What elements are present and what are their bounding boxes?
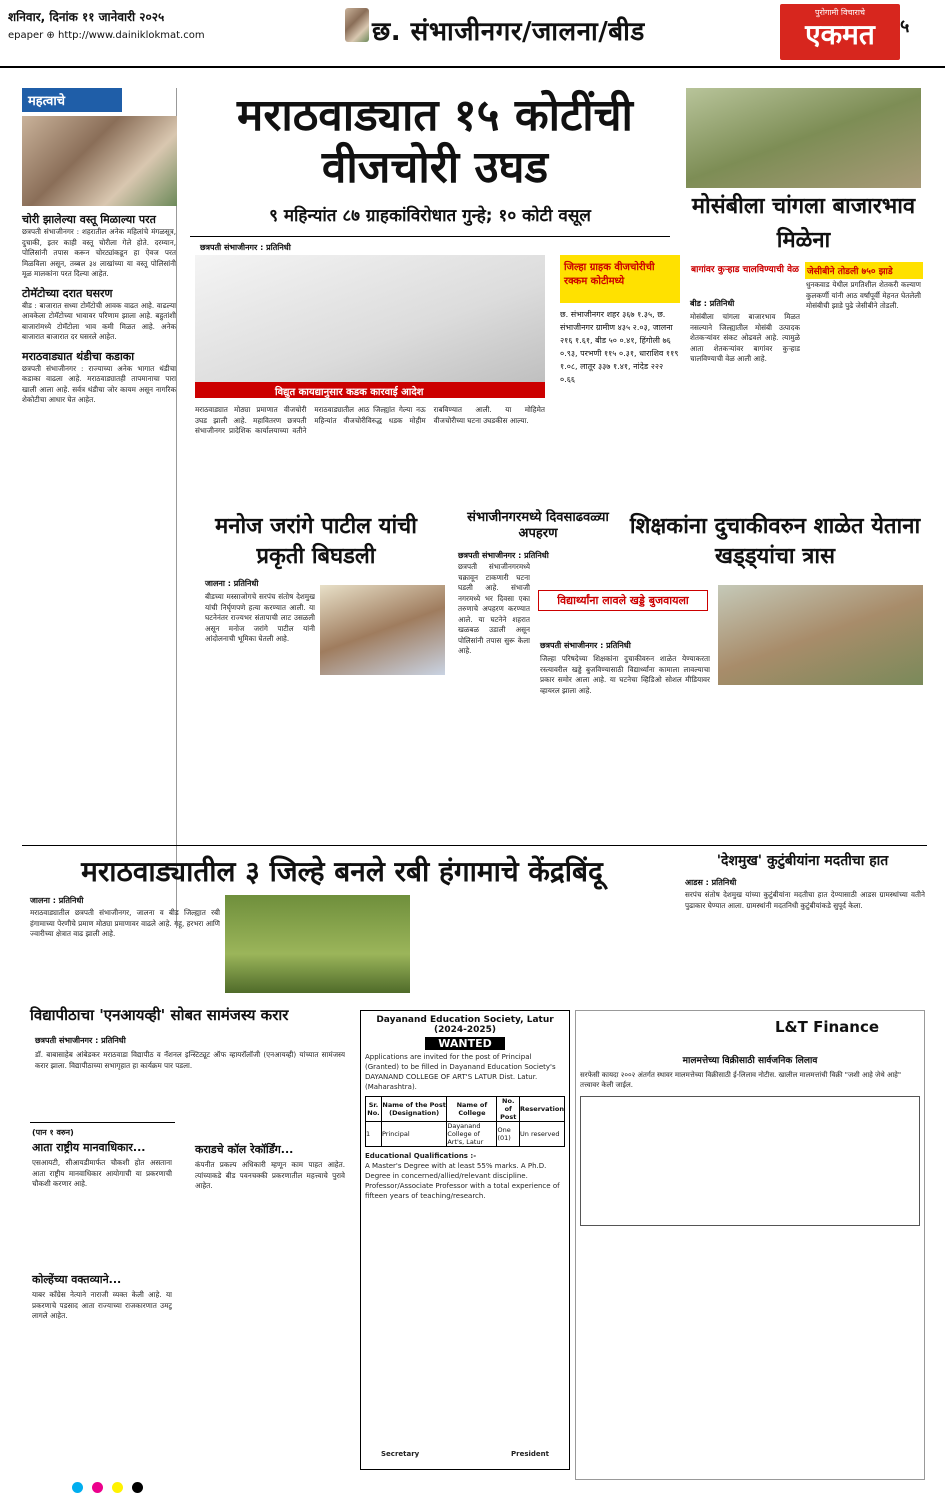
lt-finance-advertisement (575, 1010, 925, 1480)
ad-table-cell: One (01) (497, 1122, 520, 1147)
lt-finance-logo: L&T Finance (775, 1018, 880, 1036)
ad-quals-title: Educational Qualifications :- (365, 1152, 477, 1160)
dayanand-advertisement (360, 1010, 570, 1470)
lead-subhead: ९ महिन्यांत ८७ ग्राहकांविरोधात गुन्हे; १० कोटी वसूल (269, 206, 591, 226)
stats-rows: छ. संभाजीनगर शहर ३६७ १.३५, छ. संभाजीनगर ग्रामीण ४३५ २.०३, जालना २१६ १.६१, बीड ५० ०.४१, हिंगोली ७६ ०.९३, परभणी ११५ ०.३१, धाराशिव ११९ १.०८, लातूर ३३७ १.४१, नांदेड २२२ ०.६६ (560, 310, 679, 384)
brief-body: छत्रपती संभाजीनगर : राज्याच्या अनेक भागात थंडीचा कडाका वाढला आहे. मराठवाड्यातही तापमानाचा पारा खाली आला आहे. सर्वत्र थंडीचा जोर कायम असून नागरिक शेकोटीचा आधार घेत आहेत. (22, 363, 176, 404)
wheat-photo (225, 895, 410, 993)
school-subhead: विद्यार्थ्यांना लावले खड्डे बुजवायला (538, 590, 708, 611)
lead-headline: मराठवाड्यात १५ कोटींची वीजचोरी उघड (237, 90, 633, 193)
ad-secretary: Secretary (381, 1450, 420, 1458)
section-title: छ. संभाजीनगर/जालना/बीड (372, 17, 645, 47)
sidebar-heading: महत्वाचे (22, 88, 122, 112)
ad-intro: Applications are invited for the post of Principal (Granted) to be filled in Dayanand Education Society's DAYANAND COLLEGE OF ART'S LATUR Dist. Latur. (Maharashtra). (365, 1053, 556, 1091)
mosambi-byline: बीड : प्रतिनिधी (690, 299, 735, 308)
brief-body: छत्रपती संभाजीनगर : शहरातील अनेक महिलांचे मंगळसूत्र, दुचाकी, इतर काही वस्तू चोरीला गेले होते. दरम्यान, पोलिसांनी तपास करून चोरट्यांकडून हा ऐवज परत मिळविला असून, तब्बल ३४ लाखांच्या या वस्तू पोलिसांनी मूळ मालकांना परत दिल्या आहेत. (22, 227, 176, 278)
divider (190, 236, 670, 237)
lt-ad-body: सरफेसी कायदा २००२ अंतर्गत स्थावर मालमत्तेच्या विक्रीसाठी ई-लिलाव नोटीस. खालील मालमत्तांची विक्री "जशी आहे जेथे आहे" तत्त्वावर केली जाईल. (580, 1071, 902, 1089)
rabi-headline: मराठवाड्यातील ३ जिल्हे बनले रबी हंगामाचे केंद्रबिंदू (81, 855, 603, 888)
mosambi-photo (686, 88, 921, 188)
cyan-dot (72, 1482, 83, 1493)
ad-wanted: WANTED (425, 1037, 505, 1050)
school-byline: छत्रपती संभाजीनगर : प्रतिनिधी (540, 641, 631, 650)
continued-body: याबर काँग्रेस नेत्याने नाराजी व्यक्त केली आहे. या प्रकरणाचे पडसाद आता राज्याच्या राजकारणात उमटू लागले आहेत. (32, 1290, 172, 1320)
deshmukh-headline: 'देशमुख' कुटुंबीयांना मदतीचा हात (716, 853, 889, 869)
ad-table-cell: Dayanand College of Art's, Latur (447, 1122, 497, 1147)
lt-ad-title: मालमत्तेच्या विक्रीसाठी सार्वजनिक लिलाव (682, 1056, 818, 1066)
issue-date: शनिवार, दिनांक ११ जानेवारी २०२५ (8, 10, 165, 24)
continued-body: कंपनीत प्रकल्प अधिकारी म्हणून काम पाहत आहेत. त्यांच्याकडे बीड पवनचक्की प्रकरणातील महत्त्वाचे पुरावे आहेत. (195, 1160, 345, 1190)
brief-title: चोरी झालेल्या वस्तू मिळाल्या परत (22, 213, 156, 226)
ad-table-cell: 1 (366, 1122, 382, 1147)
ad-table (365, 1096, 565, 1147)
ad-table-header: Name of College (447, 1097, 497, 1122)
print-registration-marks (70, 1478, 890, 1492)
deshmukh-body: सरपंच संतोष देशमुख यांच्या कुटुंबीयांना मदतीचा हात देण्यासाठी आडस ग्रामस्थांच्या वतीने पुढाकार घेण्यात आला. ग्रामस्थांनी मदतनिधी कुटुंबीयांकडे सुपूर्द केला. (685, 890, 925, 910)
rabi-body: मराठवाड्यातील छत्रपती संभाजीनगर, जालना व बीड जिल्ह्यात रबी हंगामाच्या पेरणीचे प्रमाण मोठ्या प्रमाणावर वाढले आहे. गहू, हरभरा आणि ज्वारीच्या क्षेत्रात वाढ झाली आहे. (30, 908, 220, 938)
continued-title: कोल्हेंच्या वक्तव्याने... (32, 1273, 122, 1286)
ad-table-cell: Principal (381, 1122, 446, 1147)
vidyapith-byline: छत्रपती संभाजीनगर : प्रतिनिधी (35, 1036, 126, 1045)
lt-ad-table (580, 1096, 920, 1226)
ad-table-header: Reservation (520, 1097, 565, 1122)
brief-title: मराठवाड्यात थंडीचा कडाका (22, 349, 135, 363)
mosambi-headline: मोसंबीला चांगला बाजारभाव मिळेना (691, 194, 916, 253)
mosambi-subhead: बागांवर कुऱ्हाड चालविण्याची वेळ (691, 265, 799, 275)
logo-tagline: पुरोगामी विचाराचे (815, 8, 865, 17)
lead-photo-caption: विद्युत कायद्यानुसार कडक कारवाई आदेश (195, 382, 545, 398)
jcb-box-title: जेसीबीने तोडली ७५० झाडे (805, 262, 923, 279)
logo-name: एकमत (805, 18, 875, 51)
kidnap-byline: छत्रपती संभाजीनगर : प्रतिनिधी (458, 551, 549, 560)
black-dot (132, 1482, 143, 1493)
page-number: ५ (900, 16, 910, 37)
ad-quals: A Master's Degree with at least 55% marks. A Ph.D. Degree in concerned/allied/relevant discipline. Professor/Associate Professor with a total experience of fifteen years of teaching/research. (365, 1162, 560, 1200)
brief-body: बीड : बाजारात सध्या टोमॅटोची आवक वाढत आहे. वाढल्या आवकेला टोमॅटोच्या भावावर परिणाम झाला आहे. बहुतांशी बाजारांमध्ये टोमॅटोला भाव कमी मिळत आहे. अनेक बाजारात बाजारात दर घसरले आहेत. (22, 300, 176, 341)
vidyapith-body: डॉ. बाबासाहेब आंबेडकर मराठवाडा विद्यापीठ व नॅशनल इन्स्टिट्यूट ऑफ व्हायरॉलॉजी (एनआयव्ही) यांच्यात सामंजस्य करार झाला. विद्यापीठाच्या सभागृहात हा कार्यक्रम पार पडला. (35, 1050, 345, 1070)
epaper-url[interactable]: epaper ⊕ http://www.dainiklokmat.com (8, 30, 205, 41)
brief-title: टोमॅटोच्या दरात घसरण (22, 286, 113, 300)
school-body: जिल्हा परिषदेच्या शिक्षकांना दुचाकीवरुन शाळेत येण्याकरता रस्त्यावरील खड्डे बुजविण्यासाठी विद्यार्थ्यांना कामाला लावल्याचा प्रकार समोर आला आहे. या घटनेचा व्हिडिओ सोशल मीडियावर व्हायरल झाला आहे. (540, 654, 710, 695)
divider (22, 845, 927, 846)
manoj-photo (320, 585, 445, 675)
manoj-body: बीडच्या मस्साजोगचे सरपंच संतोष देशमुख यांची निर्घृणपणे हत्या करण्यात आली. या घटनेनंतर राज्यभर संतापाची लाट उसळली असून मनोज जरांगे पाटील यांनी आंदोलनाची भूमिका घेतली आहे. (205, 592, 315, 643)
stats-box-title: जिल्हा ग्राहक वीजचोरीची रक्कम कोटीमध्ये (560, 255, 680, 303)
manoj-byline: जालना : प्रतिनिधी (205, 579, 259, 588)
ad-table-cell: Un reserved (520, 1122, 565, 1147)
divider (30, 1122, 175, 1123)
ad-table-header: Name of the Post (Designation) (381, 1097, 446, 1122)
continued-title: आता राष्ट्रीय मानवाधिकार... (32, 1141, 146, 1154)
ad-table-header: No. of Post (497, 1097, 520, 1122)
continued-body: एसआयटी, सीआयडीमार्फत चौकशी होत असताना आता राष्ट्रीय मानवाधिकार आयोगाची या प्रकरणाची चौकशी करणार आहे. (32, 1158, 172, 1188)
continued-title: कराडचे कॉल रेकॉर्डिंग... (195, 1143, 294, 1156)
vidyapith-headline: विद्यापीठाचा 'एनआयव्ही' सोबत सामंजस्य करार (30, 1006, 289, 1024)
lead-byline: छत्रपती संभाजीनगर : प्रतिनिधी (200, 243, 291, 252)
ad-title: Dayanand Education Society, Latur (2024-2025) (376, 1015, 554, 1035)
ad-table-header: Sr. No. (366, 1097, 382, 1122)
kidnap-headline: संभाजीनगरमध्ये दिवसाढवळ्या अपहरण (467, 510, 609, 541)
manoj-headline: मनोज जरांगे पाटील यांची प्रकृती बिघडली (215, 514, 417, 569)
lead-photo (195, 255, 545, 383)
sidebar-photo (22, 116, 177, 206)
jcb-body: धुनकवाड येथील प्रगतिशील शेतकरी कल्याण कुलकर्णी यांनी आठ वर्षांपूर्वी मेहनत घेतलेली मोसंबीची झाडे पुढे जेसीबीने तोडली. (806, 280, 921, 310)
kidnap-body: छत्रपती संभाजीनगरमध्ये चक्रावून टाकणारी घटना घडली आहे. संभाजी नगरमध्ये भर दिवसा एका तरुणाचे अपहरण करण्यात आले. या घटनेने शहरात खळबळ उडाली असून पोलिसांनी तपास सुरू केला आहे. (458, 562, 530, 655)
school-photo (718, 585, 923, 685)
ad-president: President (511, 1450, 549, 1458)
deshmukh-byline: आडस : प्रतिनिधी (685, 878, 737, 887)
rabi-byline: जालना : प्रतिनिधी (30, 896, 84, 905)
yellow-dot (112, 1482, 123, 1493)
lead-body: मराठवाड्यात मोठ्या प्रमाणात वीजचोरी उघड झाली आहे. महावितरण छत्रपती संभाजीनगर प्रादेशिक कार्यालयाच्या वतीने मराठवाड्यातील आठ जिल्ह्यांत गेल्या नऊ महिन्यांत वीजचोरीविरुद्ध धडक मोहीम राबविण्यात आली. या मोहिमेत वीजचोरीच्या घटना उघडकीस आल्या. (195, 405, 545, 435)
mosambi-body: मोसंबीला चांगला बाजारभाव मिळत नसल्याने जिल्ह्यातील मोसंबी उत्पादक शेतकऱ्यांवर संकट ओढवले आहे. त्यामुळे आता शेतकऱ्यांवर बागांवर कुऱ्हाड चालविण्याची वेळ आली आहे. (690, 312, 800, 363)
magenta-dot (92, 1482, 103, 1493)
school-headline: शिक्षकांना दुचाकीवरुन शाळेत येताना खड्ड्यांचा त्रास (629, 514, 921, 569)
newspaper-logo (780, 4, 900, 60)
masthead (0, 0, 945, 68)
continued-label: (पान १ वरुन) (32, 1128, 74, 1137)
section-emblem-icon (345, 8, 369, 42)
sidebar-briefs (22, 88, 177, 928)
